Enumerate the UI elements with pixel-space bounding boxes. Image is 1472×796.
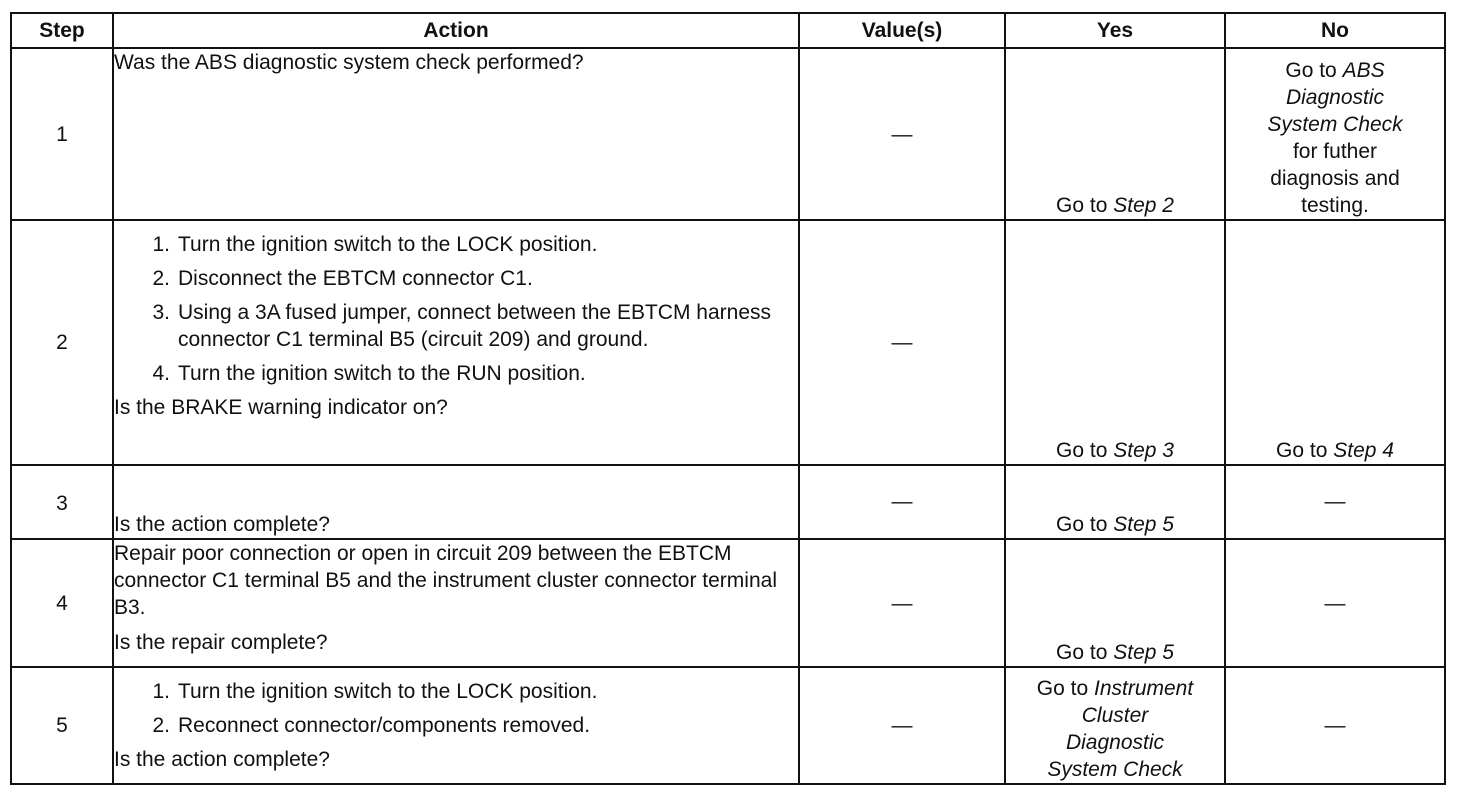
step-number: 1 bbox=[11, 48, 113, 220]
yes-link[interactable]: Step 5 bbox=[1113, 513, 1174, 536]
value-cell bbox=[799, 539, 1005, 667]
no-link[interactable]: System Check bbox=[1267, 113, 1403, 136]
header-row bbox=[11, 13, 1445, 48]
value-cell bbox=[799, 465, 1005, 539]
action-cell bbox=[113, 667, 799, 784]
value-dash: — bbox=[891, 714, 913, 737]
action-cell bbox=[113, 539, 799, 667]
action-cell bbox=[113, 48, 799, 220]
table-row-step-4 bbox=[11, 539, 1445, 667]
yes-link[interactable]: Step 3 bbox=[1113, 439, 1174, 462]
list-item: 1. Turn the ignition switch to the LOCK position. bbox=[152, 680, 598, 703]
no-cell: Go to Step 4 bbox=[1225, 220, 1445, 465]
list-item: 2. Disconnect the EBTCM connector C1. bbox=[152, 267, 533, 290]
value-cell bbox=[799, 667, 1005, 784]
action-steps-list bbox=[114, 231, 798, 387]
no-cell bbox=[1225, 539, 1445, 667]
header-no: No bbox=[1225, 13, 1445, 48]
table-row-step-3 bbox=[11, 465, 1445, 539]
no-link[interactable]: ABS bbox=[1342, 59, 1385, 82]
table-row-step-2 bbox=[11, 220, 1445, 465]
action-question: Was the ABS diagnostic system check performed? bbox=[114, 51, 584, 74]
action-question: Is the repair complete? bbox=[114, 631, 328, 654]
action-question: Is the action complete? bbox=[114, 748, 330, 771]
yes-link[interactable]: Step 2 bbox=[1113, 194, 1174, 217]
yes-cell: Go to Step 3 bbox=[1005, 220, 1225, 465]
yes-link[interactable]: Step 5 bbox=[1113, 641, 1174, 664]
table-row-step-1 bbox=[11, 48, 1445, 220]
yes-cell: Go to Step 5 bbox=[1005, 539, 1225, 667]
list-item: 4. Turn the ignition switch to the RUN position. bbox=[152, 362, 586, 385]
yes-link[interactable]: Cluster bbox=[1081, 704, 1149, 727]
no-cell bbox=[1225, 667, 1445, 784]
table-row-step-5 bbox=[11, 667, 1445, 784]
value-cell bbox=[799, 48, 1005, 220]
step-number: 2 bbox=[11, 220, 113, 465]
list-item: 1. Turn the ignition switch to the LOCK position. bbox=[152, 233, 598, 256]
value-dash: — bbox=[891, 490, 913, 513]
step-number: 4 bbox=[11, 539, 113, 667]
no-dash: — bbox=[1324, 490, 1346, 513]
diagnostic-table bbox=[10, 12, 1446, 785]
step-number: 3 bbox=[11, 465, 113, 539]
no-link[interactable]: Step 4 bbox=[1333, 439, 1394, 462]
value-dash: — bbox=[891, 591, 913, 615]
yes-link[interactable]: Diagnostic bbox=[1065, 731, 1165, 754]
yes-cell: Go to Instrument Cluster Diagnostic System Check bbox=[1005, 667, 1225, 784]
yes-cell: Go to Step 2 bbox=[1005, 48, 1225, 220]
header-values: Value(s) bbox=[799, 13, 1005, 48]
action-question: Is the action complete? bbox=[114, 513, 330, 536]
header-yes: Yes bbox=[1005, 13, 1225, 48]
action-text: Repair poor connection or open in circuit 209 between the EBTCM connector C1 terminal B5 and the instrument cluster connector terminal B3. bbox=[114, 542, 777, 619]
header-action: Action bbox=[113, 13, 799, 48]
yes-cell: Go to Step 5 bbox=[1005, 465, 1225, 539]
action-cell bbox=[113, 220, 799, 465]
list-item: 2. Reconnect connector/components removed. bbox=[152, 714, 591, 737]
action-cell bbox=[113, 465, 799, 539]
no-dash: — bbox=[1324, 714, 1346, 737]
no-dash: — bbox=[1324, 591, 1346, 615]
no-link[interactable]: Diagnostic bbox=[1285, 86, 1385, 109]
no-cell bbox=[1225, 465, 1445, 539]
value-cell bbox=[799, 220, 1005, 465]
step-number: 5 bbox=[11, 667, 113, 784]
no-cell: Go to ABS Diagnostic System Check for futher diagnosis and testing. bbox=[1225, 48, 1445, 220]
yes-link[interactable]: Instrument bbox=[1093, 677, 1194, 700]
value-dash: — bbox=[891, 331, 913, 354]
value-dash: — bbox=[891, 122, 913, 146]
yes-link[interactable]: System Check bbox=[1047, 758, 1183, 781]
action-question: Is the BRAKE warning indicator on? bbox=[114, 396, 448, 419]
list-item: 3. Using a 3A fused jumper, connect between the EBTCM harness connector C1 terminal B5 (circuit 209) and ground. bbox=[152, 301, 771, 351]
action-steps-list bbox=[114, 678, 798, 739]
header-step: Step bbox=[11, 13, 113, 48]
